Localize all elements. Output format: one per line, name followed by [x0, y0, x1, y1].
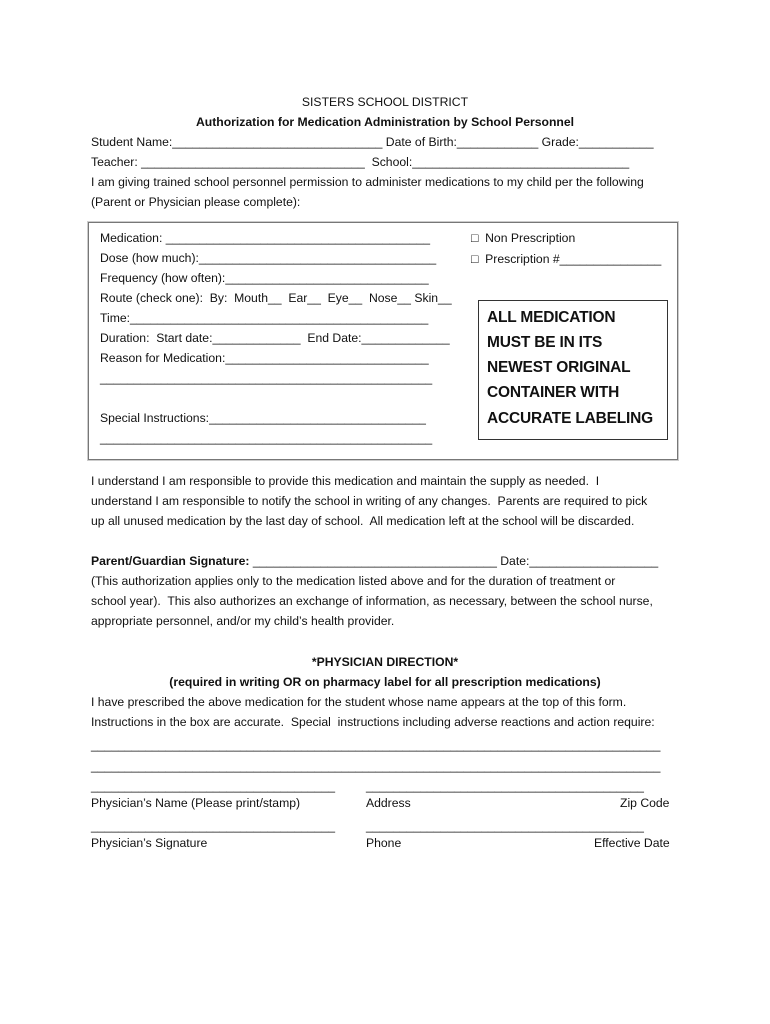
route-field[interactable]: Route (check one): By: Mouth__ Ear__ Eye__ Nose__ Skin__ — [100, 291, 452, 305]
frequency-field[interactable]: Frequency (how often):______________________________ — [100, 271, 429, 285]
duration-field[interactable]: Duration: Start date:_____________ End Date:_____________ — [100, 331, 450, 345]
physician-text-1: I have prescribed the above medication for the student whose name appears at the top of this form. — [91, 695, 627, 709]
reason-field-line2[interactable]: _________________________________________________ — [100, 371, 433, 385]
zip-code-label: Zip Code — [620, 796, 670, 810]
intro-text: I am giving trained school personnel permission to administer medications to my child per the following — [91, 175, 644, 189]
callout-line-4: CONTAINER WITH — [487, 384, 620, 401]
phone-label: Phone — [366, 836, 402, 850]
dose-field[interactable]: Dose (how much):___________________________________ — [100, 251, 437, 265]
physician-name-line[interactable]: ____________________________________ — [91, 779, 336, 793]
form-title: Authorization for Medication Administration by School Personnel — [195, 115, 575, 129]
physician-text-2: Instructions in the box are accurate. Special instructions including adverse reactions and action require: — [91, 715, 655, 729]
understand-text-3: up all unused medication by the last day of school. All medication left at the school will be discarded. — [91, 514, 635, 528]
physician-name-label: Physician’s Name (Please print/stamp) — [91, 796, 301, 810]
physician-signature-line[interactable]: ____________________________________ — [91, 819, 336, 833]
effective-date-label: Effective Date — [594, 836, 670, 850]
authorization-note-1: (This authorization applies only to the medication listed above and for the duration of treatment or — [91, 574, 616, 588]
callout-line-2: MUST BE IN ITS — [487, 334, 603, 351]
callout-line-3: NEWEST ORIGINAL — [487, 359, 631, 376]
medication-field[interactable]: Medication: _______________________________________ — [100, 231, 431, 245]
physician-address-line[interactable]: _________________________________________ — [366, 779, 644, 793]
physician-instructions-line-2[interactable]: ____________________________________________________________________________________ — [91, 759, 661, 773]
intro-text-2: (Parent or Physician please complete): — [91, 195, 301, 209]
teacher-school-line[interactable]: Teacher: _________________________________ School:________________________________ — [91, 155, 630, 169]
address-label: Address — [366, 796, 411, 810]
authorization-note-2: school year). This also authorizes an exchange of information, as necessary, between the school nurse, — [91, 594, 653, 608]
reason-field[interactable]: Reason for Medication:______________________________ — [100, 351, 429, 365]
district-name: SISTERS SCHOOL DISTRICT — [301, 95, 469, 109]
physician-subheading: (required in writing OR on pharmacy label for all prescription medications) — [169, 675, 601, 689]
special-instructions-line2[interactable]: _________________________________________________ — [100, 431, 433, 445]
callout-line-5: ACCURATE LABELING — [487, 410, 653, 427]
time-field[interactable]: Time:____________________________________________ — [100, 311, 429, 325]
physician-heading: *PHYSICIAN DIRECTION* — [311, 655, 459, 669]
special-instructions-field[interactable]: Special Instructions:________________________________ — [100, 411, 426, 425]
understand-text-2: understand I am responsible to notify the school in writing of any changes. Parents are required to pick — [91, 494, 648, 508]
callout-line-1: ALL MEDICATION — [487, 309, 616, 326]
physician-signature-label: Physician’s Signature — [91, 836, 208, 850]
understand-text-1: I understand I am responsible to provide this medication and maintain the supply as needed. I — [91, 474, 600, 488]
physician-instructions-line-1[interactable]: ____________________________________________________________________________________ — [91, 738, 661, 752]
phone-date-line[interactable]: _________________________________________ — [366, 819, 644, 833]
prescription-checkbox[interactable]: □ Prescription #_______________ — [471, 252, 662, 266]
student-name-dob-grade-line[interactable]: Student Name:_______________________________ Date of Birth:____________ Grade:___________ — [91, 135, 654, 149]
non-prescription-checkbox[interactable]: □ Non Prescription — [471, 231, 576, 245]
authorization-note-3: appropriate personnel, and/or my child’s health provider. — [91, 614, 395, 628]
parent-signature-date-blanks[interactable]: ____________________________________ Date:___________________ — [249, 554, 659, 568]
parent-signature-line[interactable] — [91, 554, 658, 569]
parent-signature-label: Parent/Guardian Signature: — [91, 554, 250, 568]
container-warning-callout — [478, 300, 668, 440]
